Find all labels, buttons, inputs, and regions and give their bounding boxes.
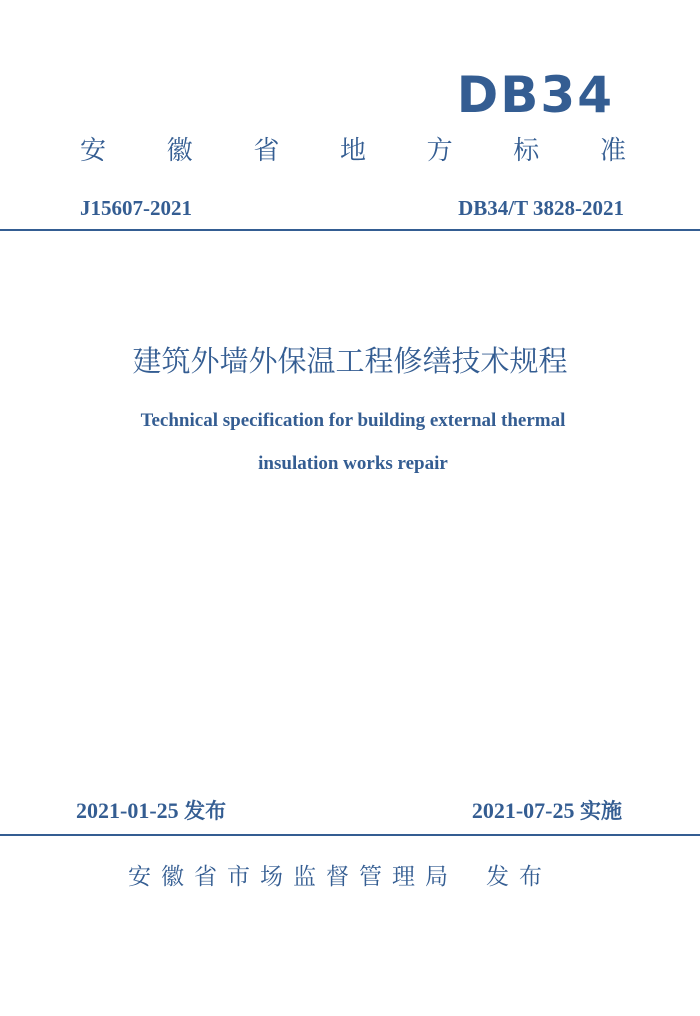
standard-type-char: 省 (253, 136, 280, 166)
standard-type (80, 138, 626, 164)
implement-label: 实施 (580, 799, 622, 823)
implement-date: 2021-07-25 (471, 798, 575, 823)
title-english-line-1: Technical specification for building external thermal (140, 410, 566, 431)
standard-type-char: 方 (426, 136, 453, 166)
title-english (60, 399, 646, 485)
date-row (76, 800, 622, 822)
implement-date-group (472, 800, 622, 822)
standard-type-char: 标 (513, 136, 540, 166)
identifier-row (80, 198, 624, 219)
standard-number: DB34/T 3828-2021 (458, 196, 624, 220)
issuer-action: 发布 (486, 864, 552, 890)
top-divider (0, 229, 700, 231)
standard-type-char: 准 (599, 136, 626, 166)
record-number: J15607-2021 (80, 196, 192, 220)
issue-date: 2021-01-25 (76, 798, 179, 823)
issuer-name: 安徽省市场监督管理局 (128, 864, 458, 890)
issue-label: 发布 (184, 799, 227, 823)
standard-code: DB34 (456, 66, 614, 124)
standard-type-char: 地 (339, 136, 366, 166)
title-english-line-2: insulation works repair (258, 453, 448, 474)
standard-type-char: 安 (80, 136, 107, 166)
title-chinese: 建筑外墙外保温工程修缮技术规程 (132, 344, 568, 378)
issue-date-group (76, 800, 226, 822)
standard-type-char: 徽 (166, 136, 193, 166)
bottom-divider (0, 834, 700, 836)
issuer-line (128, 866, 552, 889)
